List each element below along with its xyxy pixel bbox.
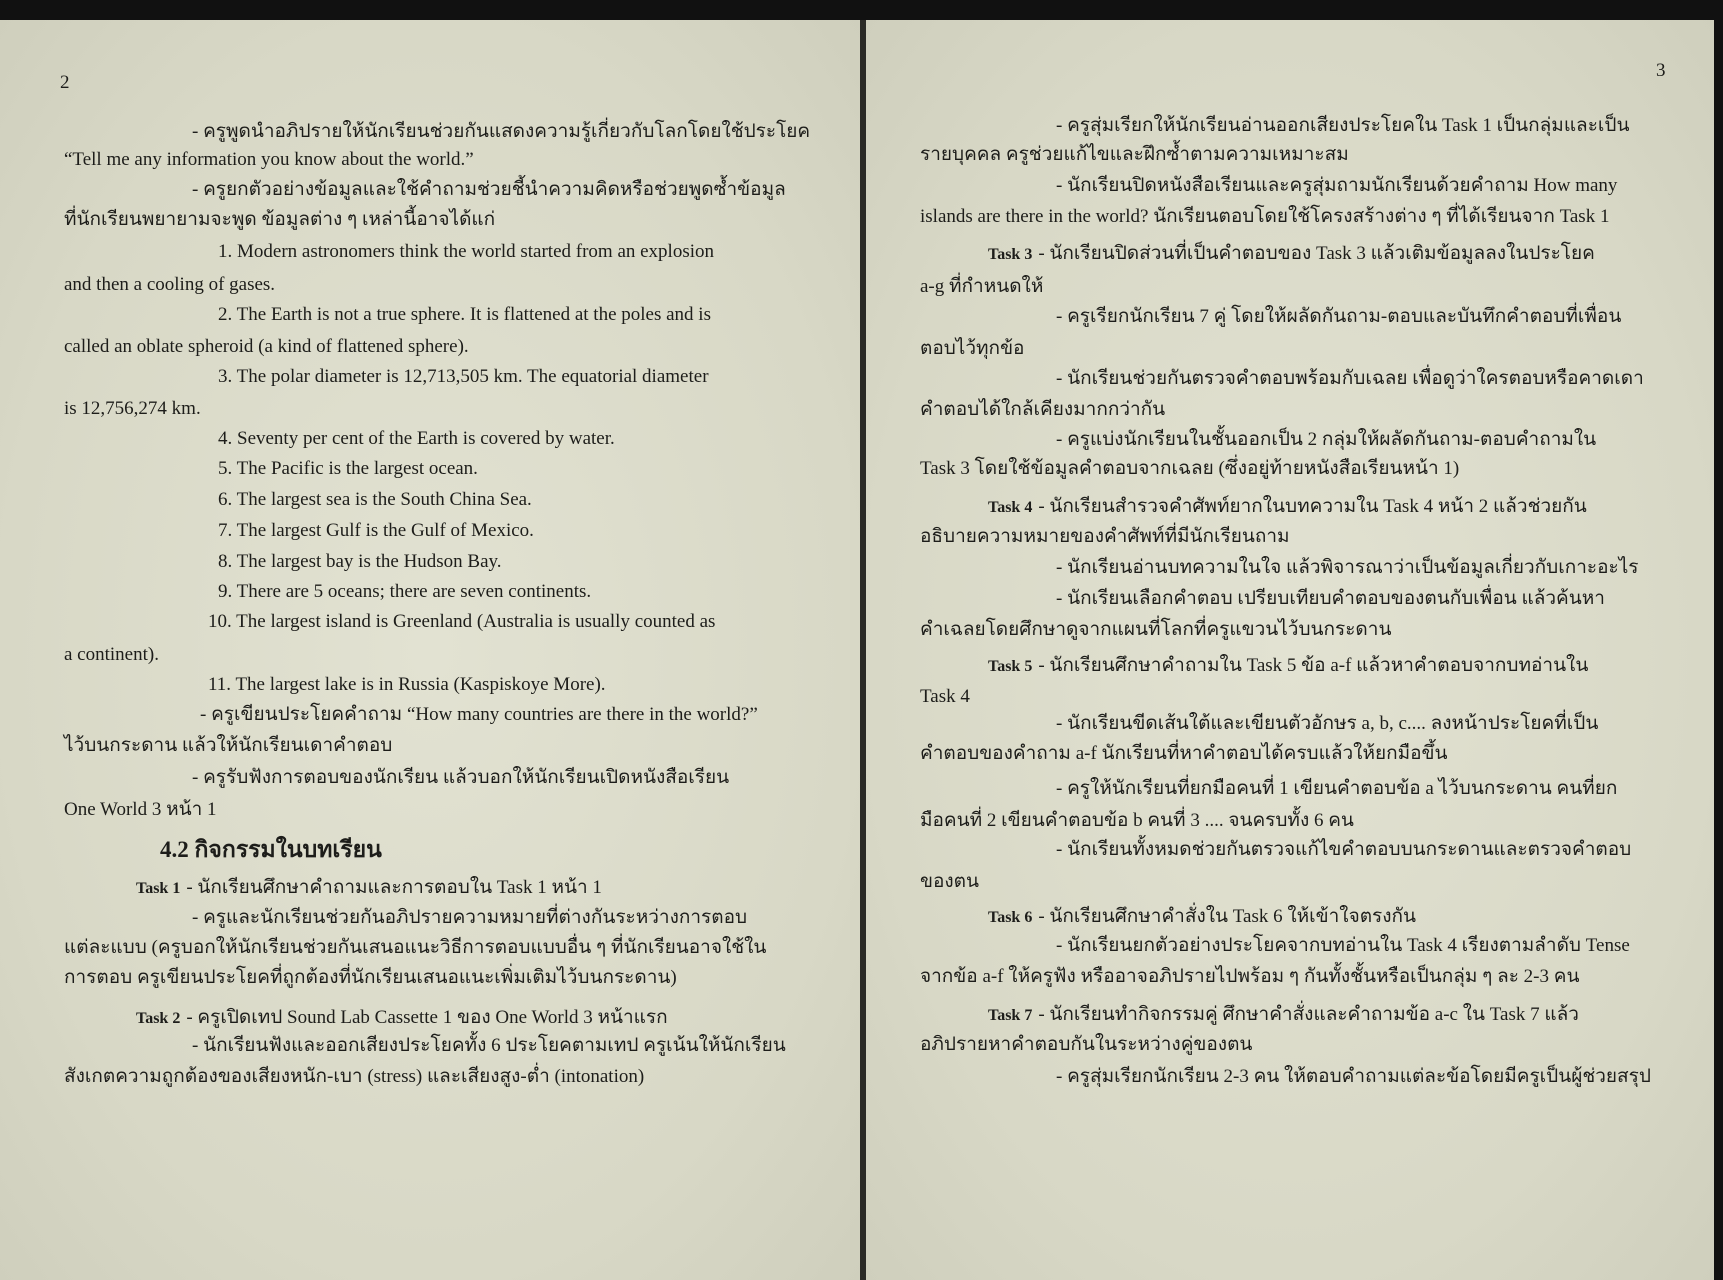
text-line bbox=[920, 965, 1579, 989]
line-text: อธิบายความหมายของคำศัพท์ที่มีนักเรียนถาม bbox=[920, 526, 1290, 547]
line-text: ของตน bbox=[920, 871, 980, 892]
line-text: คำตอบของคำถาม a-f นักเรียนที่หาคำตอบได้ครบแล้วให้ยกมือขึ้น bbox=[920, 743, 1448, 764]
task-label: Task 1 bbox=[136, 880, 181, 897]
text-line bbox=[1056, 428, 1596, 452]
text-line bbox=[920, 618, 1391, 642]
line-text: Task 4 bbox=[920, 686, 970, 707]
task-label: Task 7 bbox=[988, 1007, 1033, 1024]
line-text: - นักเรียนยกตัวอย่างประโยคจากบทอ่านใน Task 4 เรียงตามลำดับ Tense bbox=[1056, 935, 1630, 956]
line-text: - นักเรียนทั้งหมดช่วยกันตรวจแก้ไขคำตอบบนกระดานและตรวจคำตอบ bbox=[1056, 839, 1632, 860]
line-text: - ครูพูดนำอภิปรายให้นักเรียนช่วยกันแสดงความรู้เกี่ยวกับโลกโดยใช้ประโยค bbox=[192, 121, 811, 142]
line-text: is 12,756,274 km. bbox=[64, 398, 201, 419]
line-text: and then a cooling of gases. bbox=[64, 274, 276, 295]
line-text: - ครูเปิดเทป Sound Lab Cassette 1 ของ One World 3 หน้าแรก bbox=[186, 1007, 668, 1028]
text-line bbox=[218, 457, 478, 481]
line-text: - นักเรียนปิดหนังสือเรียนและครูสุ่มถามนักเรียนด้วยคำถาม How many bbox=[1056, 175, 1618, 196]
right-page bbox=[866, 20, 1714, 1280]
line-text: 7. The largest Gulf is the Gulf of Mexico. bbox=[218, 520, 534, 541]
text-line bbox=[920, 870, 979, 894]
line-text: คำตอบได้ใกล้เคียงมากกว่ากัน bbox=[920, 399, 1166, 420]
task-label: Task 3 bbox=[988, 246, 1033, 263]
line-text: - นักเรียนเลือกคำตอบ เปรียบเทียบคำตอบของตนกับเพื่อน แล้วค้นหา bbox=[1056, 588, 1605, 609]
line-text: 9. There are 5 oceans; there are seven continents. bbox=[218, 581, 592, 602]
line-text: - นักเรียนศึกษาคำถามใน Task 5 ข้อ a-f แล้วหาคำตอบจากบทอ่านใน bbox=[1038, 655, 1589, 676]
line-text: - นักเรียนขีดเส้นใต้และเขียนตัวอักษร a, b, c.... ลงหน้าประโยคที่เป็น bbox=[1056, 713, 1599, 734]
text-line bbox=[1056, 777, 1617, 801]
text-line bbox=[64, 798, 217, 822]
line-text: - ครูให้นักเรียนที่ยกมือคนที่ 1 เขียนคำตอบข้อ a ไว้บนกระดาน คนที่ยก bbox=[1056, 778, 1618, 799]
line-text: อภิปรายหาคำตอบกันในระหว่างคู่ของตน bbox=[920, 1034, 1253, 1055]
text-line bbox=[920, 1033, 1252, 1057]
text-line bbox=[1056, 556, 1639, 580]
line-text: - ครูยกตัวอย่างข้อมูลและใช้คำถามช่วยชี้นำความคิดหรือช่วยพูดซ้ำข้อมูล bbox=[192, 179, 786, 200]
text-line bbox=[218, 519, 534, 543]
line-text: 4. Seventy per cent of the Earth is covered by water. bbox=[218, 428, 615, 449]
task-line bbox=[988, 654, 1588, 679]
line-text: - นักเรียนศึกษาคำสั่งใน Task 6 ให้เข้าใจตรงกัน bbox=[1038, 906, 1417, 927]
text-line bbox=[64, 335, 469, 359]
line-text: ตอบไว้ทุกข้อ bbox=[920, 338, 1025, 359]
text-line bbox=[192, 178, 786, 202]
text-line bbox=[218, 550, 502, 574]
task-label: Task 2 bbox=[136, 1010, 181, 1027]
text-line bbox=[64, 1065, 644, 1089]
text-line bbox=[64, 936, 766, 960]
line-text: - ครูสุ่มเรียกนักเรียน 2-3 คน ให้ตอบคำถามแต่ละข้อโดยมีครูเป็นผู้ช่วยสรุป bbox=[1056, 1066, 1651, 1087]
task-label: Task 6 bbox=[988, 909, 1033, 926]
text-line bbox=[920, 457, 1459, 481]
text-line bbox=[200, 703, 758, 727]
text-line bbox=[208, 673, 606, 697]
text-line bbox=[1056, 114, 1629, 138]
text-line bbox=[218, 365, 709, 389]
line-text: - นักเรียนฟังและออกเสียงประโยคทั้ง 6 ประโยคตามเทป ครูเน้นให้นักเรียน bbox=[192, 1035, 786, 1056]
line-text: คำเฉลยโดยศึกษาดูจากแผนที่โลกที่ครูแขวนไว้บนกระดาน bbox=[920, 619, 1392, 640]
text-line bbox=[1056, 1065, 1651, 1089]
line-text: 6. The largest sea is the South China Sea. bbox=[218, 489, 532, 510]
text-line bbox=[920, 525, 1290, 549]
text-line bbox=[920, 742, 1448, 766]
line-text: - นักเรียนสำรวจคำศัพท์ยากในบทความใน Task 4 หน้า 2 แล้วช่วยกัน bbox=[1038, 496, 1587, 517]
text-line bbox=[1056, 934, 1630, 958]
task-label: Task 5 bbox=[988, 658, 1033, 675]
line-text: 8. The largest bay is the Hudson Bay. bbox=[218, 551, 502, 572]
task-line bbox=[988, 495, 1587, 520]
line-text: 2. The Earth is not a true sphere. It is flattened at the poles and is bbox=[218, 304, 711, 325]
line-text: - ครูเรียกนักเรียน 7 คู่ โดยให้ผลัดกันถาม-ตอบและบันทึกคำตอบที่เพื่อน bbox=[1056, 306, 1622, 327]
text-line bbox=[218, 240, 714, 264]
line-text: islands are there in the world? นักเรียนตอบโดยใช้โครงสร้างต่าง ๆ ที่ได้เรียนจาก Task 1 bbox=[920, 206, 1610, 227]
line-text: - นักเรียนอ่านบทความในใจ แล้วพิจารณาว่าเป็นข้อมูลเกี่ยวกับเกาะอะไร bbox=[1056, 557, 1639, 578]
text-line bbox=[64, 148, 474, 172]
text-line bbox=[64, 208, 495, 232]
text-line bbox=[1056, 367, 1644, 391]
line-text: - ครูแบ่งนักเรียนในชั้นออกเป็น 2 กลุ่มให้ผลัดกันถาม-ตอบคำถามใน bbox=[1056, 429, 1597, 450]
text-line bbox=[218, 427, 615, 451]
text-line bbox=[192, 906, 747, 930]
task-label: Task 4 bbox=[988, 499, 1033, 516]
line-text: 10. The largest island is Greenland (Australia is usually counted as bbox=[208, 611, 716, 632]
line-text: “Tell me any information you know about the world.” bbox=[64, 149, 474, 170]
line-text: - ครูและนักเรียนช่วยกันอภิปรายความหมายที่ต่างกันระหว่างการตอบ bbox=[192, 907, 748, 928]
text-line bbox=[920, 143, 1349, 167]
text-line bbox=[1056, 587, 1605, 611]
text-line bbox=[218, 580, 591, 604]
text-line bbox=[920, 205, 1609, 229]
page-number: 3 bbox=[1656, 60, 1666, 81]
left-page bbox=[0, 20, 860, 1280]
text-line bbox=[1056, 838, 1631, 862]
text-line bbox=[192, 120, 810, 144]
task-line bbox=[136, 876, 602, 901]
line-text: - ครูสุ่มเรียกให้นักเรียนอ่านออกเสียงประโยคใน Task 1 เป็นกลุ่มและเป็น bbox=[1056, 115, 1630, 136]
text-line bbox=[218, 303, 711, 327]
text-line bbox=[192, 1034, 786, 1058]
line-text: จากข้อ a-f ให้ครูฟัง หรืออาจอภิปรายไปพร้อม ๆ กันทั้งชั้นหรือเป็นกลุ่ม ๆ ละ 2-3 คน bbox=[920, 966, 1580, 987]
text-line bbox=[64, 734, 392, 758]
line-text: รายบุคคล ครูช่วยแก้ไขและฝึกซ้ำตามความเหมาะสม bbox=[920, 144, 1349, 165]
line-text: a continent). bbox=[64, 644, 159, 665]
line-text: - ครูรับฟังการตอบของนักเรียน แล้วบอกให้นักเรียนเปิดหนังสือเรียน bbox=[192, 767, 730, 788]
task-line bbox=[988, 905, 1416, 930]
line-text: การตอบ ครูเขียนประโยคที่ถูกต้องที่นักเรียนเสนอแนะเพิ่มเติมไว้บนกระดาน) bbox=[64, 967, 677, 988]
text-line bbox=[218, 488, 532, 512]
text-line bbox=[192, 766, 729, 790]
line-text: สังเกตความถูกต้องของเสียงหนัก-เบา (stress) และเสียงสูง-ต่ำ (intonation) bbox=[64, 1066, 645, 1087]
line-text: ที่นักเรียนพยายามจะพูด ข้อมูลต่าง ๆ เหล่านี้อาจได้แก่ bbox=[64, 209, 496, 230]
text-line bbox=[920, 685, 970, 709]
page-number: 2 bbox=[60, 72, 70, 93]
text-line bbox=[208, 610, 715, 634]
text-line bbox=[64, 966, 677, 990]
text-line bbox=[920, 398, 1165, 422]
line-text: ไว้บนกระดาน แล้วให้นักเรียนเดาคำตอบ bbox=[64, 735, 393, 756]
line-text: แต่ละแบบ (ครูบอกให้นักเรียนช่วยกันเสนอแนะวิธีการตอบแบบอื่น ๆ ที่นักเรียนอาจใช้ใน bbox=[64, 937, 767, 958]
line-text: One World 3 หน้า 1 bbox=[64, 799, 217, 820]
text-line bbox=[1056, 305, 1621, 329]
text-line bbox=[1056, 712, 1598, 736]
line-text: 1. Modern astronomers think the world started from an explosion bbox=[218, 241, 715, 262]
line-text: a-g ที่กำหนดให้ bbox=[920, 276, 1044, 297]
task-line bbox=[988, 1003, 1579, 1028]
line-text: - นักเรียนศึกษาคำถามและการตอบใน Task 1 หน้า 1 bbox=[186, 877, 602, 898]
text-line bbox=[64, 397, 201, 421]
task-line bbox=[988, 242, 1595, 267]
line-text: Task 3 โดยใช้ข้อมูลคำตอบจากเฉลย (ซึ่งอยู่ท้ายหนังสือเรียนหน้า 1) bbox=[920, 458, 1460, 479]
task-line bbox=[136, 1006, 668, 1031]
line-text: - นักเรียนทำกิจกรรมคู่ ศึกษาคำสั่งและคำถามข้อ a-c ใน Task 7 แล้ว bbox=[1038, 1004, 1579, 1025]
text-line bbox=[920, 337, 1024, 361]
line-text: 3. The polar diameter is 12,713,505 km. The equatorial diameter bbox=[218, 366, 709, 387]
line-text: 4.2 กิจกรรมในบทเรียน bbox=[160, 837, 382, 862]
line-text: 5. The Pacific is the largest ocean. bbox=[218, 458, 478, 479]
line-text: มือคนที่ 2 เขียนคำตอบข้อ b คนที่ 3 .... จนครบทั้ง 6 คน bbox=[920, 810, 1354, 831]
line-text: 11. The largest lake is in Russia (Kaspiskoye More). bbox=[208, 674, 606, 695]
text-line bbox=[64, 643, 159, 667]
line-text: called an oblate spheroid (a kind of flattened sphere). bbox=[64, 336, 469, 357]
text-line bbox=[920, 275, 1043, 299]
text-line bbox=[1056, 174, 1617, 198]
text-line bbox=[64, 273, 275, 297]
line-text: - นักเรียนช่วยกันตรวจคำตอบพร้อมกับเฉลย เพื่อดูว่าใครตอบหรือคาดเดา bbox=[1056, 368, 1644, 389]
section-heading bbox=[160, 838, 382, 862]
line-text: - นักเรียนปิดส่วนที่เป็นคำตอบของ Task 3 แล้วเติมข้อมูลลงในประโยค bbox=[1038, 243, 1595, 264]
text-line bbox=[920, 809, 1354, 833]
line-text: - ครูเขียนประโยคคำถาม “How many countries are there in the world?” bbox=[200, 704, 758, 725]
